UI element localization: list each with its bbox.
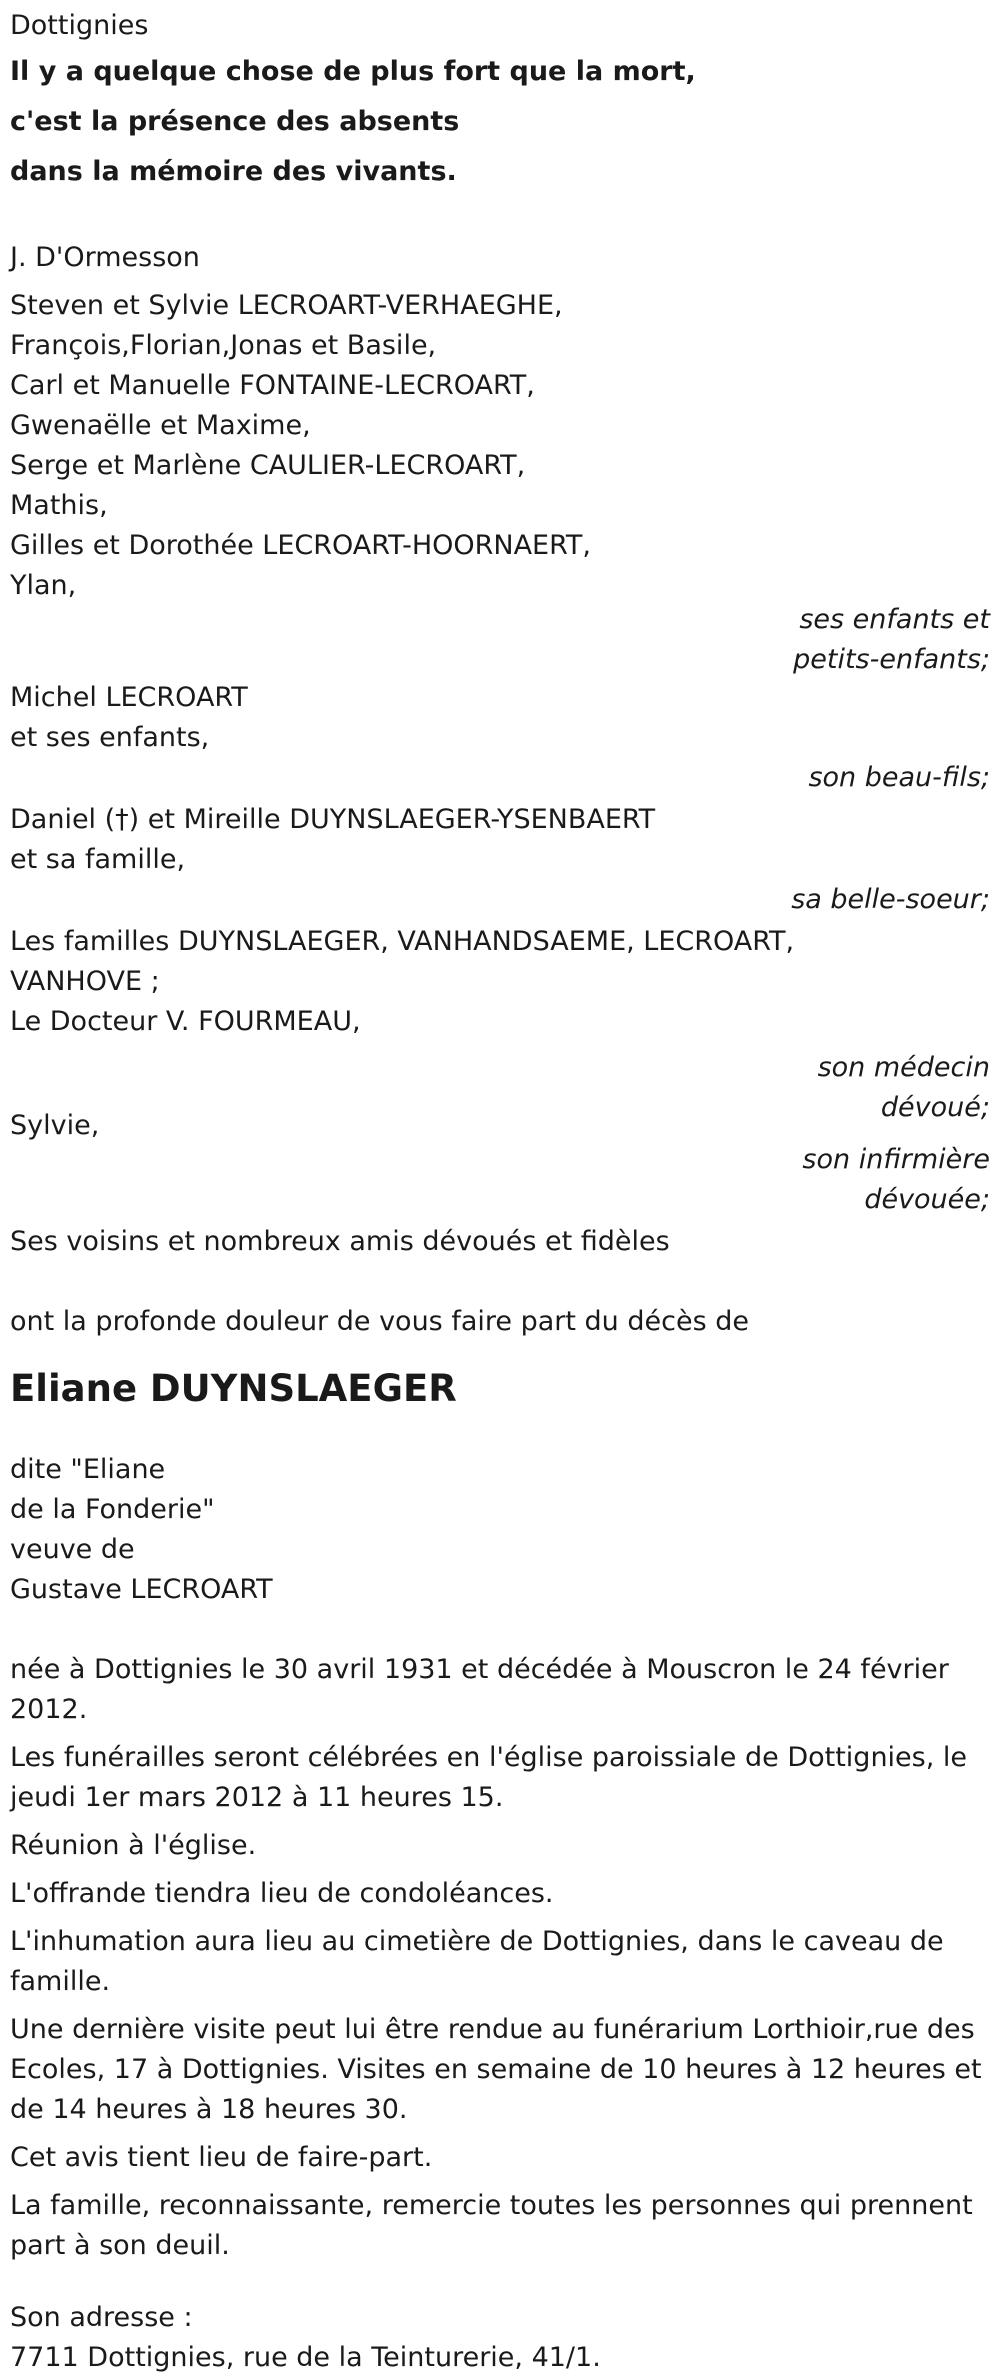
aka-line: dite "Eliane — [10, 1454, 166, 1485]
obituary-notice — [10, 6, 990, 2378]
children-role-1: ses enfants et — [799, 604, 990, 635]
deceased-name: Eliane DUYNSLAEGER — [10, 1367, 457, 1410]
quote-line-3: dans la mémoire des vivants. — [10, 156, 457, 187]
aka-line: de la Fonderie" — [10, 1494, 215, 1525]
quote-author: J. D'Ormesson — [10, 242, 200, 273]
families-line-2: VANHOVE ; — [10, 966, 160, 997]
announcement: ont la profonde douleur de vous faire part du décès de — [10, 1306, 749, 1337]
family-line: Carl et Manuelle FONTAINE-LECROART, — [10, 370, 535, 401]
family-line: François,Florian,Jonas et Basile, — [10, 330, 437, 361]
family-line: Serge et Marlène CAULIER-LECROART, — [10, 450, 526, 481]
nurse-role-2: dévouée; — [864, 1184, 990, 1215]
funeral-info: Les funérailles seront célébrées en l'église paroissiale de Dottignies, le jeudi 1er mars 2012 à 11 heures 15. — [10, 1742, 968, 1813]
aka-line: veuve de — [10, 1534, 135, 1565]
doctor-role-2: dévoué; — [880, 1092, 990, 1123]
meeting-info: Réunion à l'église. — [10, 1830, 257, 1861]
town-name: Dottignies — [10, 10, 149, 41]
son-in-law-role: son beau-fils; — [808, 762, 990, 793]
address-value: 7711 Dottignies, rue de la Teinturerie, 41/1. — [10, 2342, 601, 2373]
address-label: Son adresse : — [10, 2302, 193, 2333]
children-list — [10, 286, 990, 606]
family-line: Steven et Sylvie LECROART-VERHAEGHE, — [10, 290, 563, 321]
children-role-2: petits-enfants; — [793, 644, 990, 675]
doctor-name: Le Docteur V. FOURMEAU, — [10, 1006, 361, 1037]
details — [10, 1650, 990, 2266]
sister-in-law-name: Daniel (†) et Mireille DUYNSLAEGER-YSENBAERT — [10, 804, 656, 835]
sister-in-law-family: et sa famille, — [10, 844, 186, 875]
birth-death: née à Dottignies le 30 avril 1931 et décédée à Mouscron le 24 février 2012. — [10, 1654, 949, 1725]
offering-info: L'offrande tiendra lieu de condoléances. — [10, 1878, 554, 1909]
doctor-role-1: son médecin — [817, 1052, 990, 1083]
visit-info: Une dernière visite peut lui être rendue au funérarium Lorthioir,rue des Ecoles, 17 à Dottignies. Visites en semaine de 10 heures à 12 heures et de 14 heures à 18 heures 30. — [10, 2014, 982, 2125]
friends-line: Ses voisins et nombreux amis dévoués et fidèles — [10, 1226, 670, 1257]
family-line: Gwenaëlle et Maxime, — [10, 410, 311, 441]
family-line: Gilles et Dorothée LECROART-HOORNAERT, — [10, 530, 591, 561]
deceased-aka — [10, 1450, 990, 1610]
burial-info: L'inhumation aura lieu au cimetière de Dottignies, dans le caveau de famille. — [10, 1926, 944, 1997]
aka-line: Gustave LECROART — [10, 1574, 273, 1605]
notice-info: Cet avis tient lieu de faire-part. — [10, 2142, 433, 2173]
family-line: Mathis, — [10, 490, 108, 521]
son-in-law-name: Michel LECROART — [10, 682, 248, 713]
sister-in-law-role: sa belle-soeur; — [791, 884, 990, 915]
families-line-1: Les familles DUYNSLAEGER, VANHANDSAEME, LECROART, — [10, 926, 795, 957]
nurse-role-1: son infirmière — [802, 1144, 990, 1175]
quote-line-1: Il y a quelque chose de plus fort que la mort, — [10, 56, 696, 87]
son-in-law-family: et ses enfants, — [10, 722, 210, 753]
thanks-info: La famille, reconnaissante, remercie toutes les personnes qui prennent part à son deuil. — [10, 2190, 973, 2261]
family-line: Ylan, — [10, 570, 77, 601]
nurse-name: Sylvie, — [10, 1110, 100, 1141]
quote-line-2: c'est la présence des absents — [10, 106, 460, 137]
